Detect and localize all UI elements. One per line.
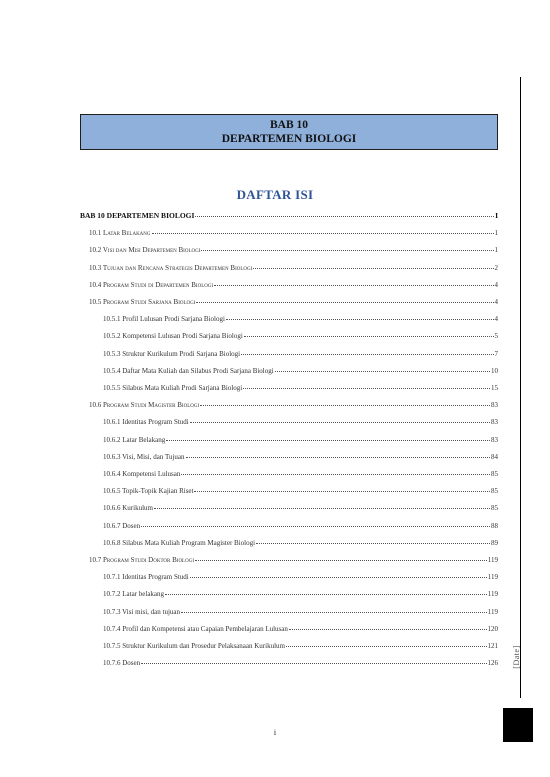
toc-entry-page: 83 — [491, 401, 498, 410]
toc-entry-text: 10.1 Latar Belakang — [89, 229, 151, 238]
toc-entry-text: 10.7.2 Latar belakang — [103, 590, 165, 599]
chapter-number: BAB 10 — [269, 119, 309, 131]
toc-entry[interactable] — [103, 349, 498, 359]
toc-entry[interactable] — [103, 435, 498, 445]
toc-title: DAFTAR ISI — [236, 187, 314, 202]
toc-entry-page: 83 — [491, 418, 498, 427]
toc-entry-page: 4 — [494, 315, 498, 324]
toc-leader-dots — [286, 640, 487, 647]
toc-leader-dots — [195, 210, 494, 217]
toc-entry[interactable] — [103, 607, 498, 617]
toc-leader-dots — [190, 571, 487, 578]
toc-leader-dots — [194, 485, 490, 492]
toc-entry-text: 10.6.2 Latar Belakang — [103, 435, 166, 444]
toc-leader-dots — [289, 623, 487, 630]
toc-entry-page: 89 — [491, 538, 498, 547]
toc-entry[interactable] — [103, 589, 498, 599]
toc-entry-page: 84 — [491, 452, 498, 461]
toc-entry-text: 10.7.5 Struktur Kurikulum dan Prosedur Pelaksanaan Kurikulum — [103, 642, 285, 650]
toc-entry-text: 10.7.1 Identitas Program Studi — [103, 573, 189, 582]
toc-leader-dots — [181, 468, 490, 475]
toc-leader-dots — [241, 348, 493, 355]
toc-entry-text: 10.7.3 Visi misi, dan tujuan — [103, 607, 181, 616]
toc-leader-dots — [200, 399, 490, 406]
toc-entry[interactable] — [103, 538, 498, 548]
toc-leader-dots — [256, 537, 490, 544]
toc-entry-page: 4 — [494, 298, 498, 306]
toc-entry[interactable] — [89, 280, 498, 290]
toc-entry-text: 10.6.5 Topik-Topik Kajian Riset — [103, 487, 194, 496]
toc-entry-text: 10.7 Program Studi Doktor Biologi — [89, 556, 194, 564]
toc-entry-text: 10.5 Program Studi Sarjana Biologi — [89, 298, 196, 306]
toc-entry-page: 83 — [491, 435, 498, 444]
toc-leader-dots — [226, 313, 494, 320]
toc-leader-dots — [152, 227, 494, 234]
toc-leader-dots — [243, 382, 490, 389]
toc-entry-page: 85 — [491, 470, 498, 478]
toc-entry-text: 10.6.1 Identitas Program Studi — [103, 418, 189, 427]
toc-entry-page: 10 — [491, 366, 498, 375]
toc-entry[interactable] — [89, 263, 498, 273]
toc-leader-dots — [141, 520, 490, 527]
toc-entry-text: BAB 10 DEPARTEMEN BIOLOGI — [80, 211, 195, 220]
toc-entry[interactable] — [103, 314, 498, 324]
toc-entry-text: 10.5.4 Daftar Mata Kuliah dan Silabus Prodi Sarjana Biologi — [103, 366, 274, 375]
toc-entry-text: 10.5.1 Profil Lulusan Prodi Sarjana Biologi — [103, 315, 225, 324]
toc-leader-dots — [141, 657, 486, 664]
toc-entry-text: 10.5.2 Kompetensi Lulusan Prodi Sarjana Biologi — [103, 332, 243, 341]
toc-entry-text: 10.5.3 Struktur Kurikulum Prodi Sarjana Biologi — [103, 349, 241, 358]
toc-entry-page: I — [495, 211, 498, 220]
toc-leader-dots — [201, 244, 493, 251]
toc-entry[interactable] — [89, 400, 498, 410]
toc-leader-dots — [275, 365, 490, 372]
toc-entry-page: 1 — [494, 246, 498, 255]
toc-entry-page: 119 — [487, 556, 498, 564]
toc-entry[interactable] — [103, 469, 498, 479]
toc-entry[interactable] — [89, 297, 498, 307]
toc-entry-text: 10.3 Tujuan dan Rencana Strategis Departemen Biologi — [89, 263, 253, 272]
toc-entry-page: 2 — [494, 263, 498, 272]
toc-entry-page: 126 — [487, 659, 498, 668]
toc-entry-page: 5 — [494, 332, 498, 341]
toc-leader-dots — [214, 279, 493, 286]
date-side-label: [Date] — [512, 645, 521, 669]
page-number: i — [273, 728, 277, 737]
toc-leader-dots — [190, 416, 490, 423]
toc-entry-page: 7 — [494, 349, 498, 358]
toc-entry-text: 10.4 Program Studi di Departemen Biologi — [89, 280, 214, 289]
toc-entry[interactable] — [103, 658, 498, 668]
toc-entry-text: 10.6.8 Silabus Mata Kuliah Program Magister Biologi — [103, 538, 256, 547]
toc-entry-text: 10.6.4 Kompetensi Lulusan — [103, 470, 181, 478]
toc-entry-page: 88 — [491, 521, 498, 530]
toc-entry-page: 1 — [494, 229, 498, 238]
toc-entry-text: 10.5.5 Silabus Mata Kuliah Prodi Sarjana Biologi — [103, 384, 243, 392]
toc-leader-dots — [165, 588, 487, 595]
toc-entry-page: 4 — [494, 280, 498, 289]
toc-leader-dots — [196, 296, 493, 303]
toc-entry-page: 119 — [487, 607, 498, 616]
toc-entry-text: 10.6.6 Kurikulum — [103, 504, 153, 513]
toc-leader-dots — [181, 606, 487, 613]
toc-entry[interactable] — [89, 245, 498, 255]
toc-leader-dots — [253, 262, 493, 269]
toc-entry-page: 85 — [491, 487, 498, 496]
chapter-title: DEPARTEMEN BIOLOGI — [221, 133, 357, 145]
toc-entry[interactable] — [103, 366, 498, 376]
toc-entry[interactable] — [103, 641, 498, 651]
toc-entry-page: 120 — [487, 624, 498, 633]
toc-entry-page: 121 — [487, 642, 498, 650]
toc-entry-text: 10.6.7 Dosen — [103, 521, 141, 530]
toc-entry[interactable] — [103, 452, 498, 462]
toc-leader-dots — [186, 451, 490, 458]
toc-entry[interactable] — [103, 417, 498, 427]
toc-entry[interactable] — [89, 228, 498, 238]
toc-entry[interactable] — [103, 383, 498, 393]
toc-entry[interactable] — [103, 331, 498, 341]
toc-leader-dots — [166, 434, 490, 441]
toc-entry[interactable] — [103, 624, 498, 634]
toc-entry-text: 10.6.3 Visi, Misi, dan Tujuan — [103, 452, 185, 461]
toc-entry-text: 10.6 Program Studi Magister Biologi — [89, 401, 200, 410]
toc-entry-page: 85 — [491, 504, 498, 513]
toc-entry-page: 119 — [487, 573, 498, 582]
toc-entry-text: 10.7.6 Dosen — [103, 659, 141, 668]
toc-entry[interactable] — [89, 555, 498, 565]
toc-entry-text: 10.7.4 Profil dan Kompetensi atau Capaian Pembelajaran Lulusan — [103, 624, 288, 633]
toc-entry[interactable] — [103, 486, 498, 496]
toc-entry[interactable] — [103, 521, 498, 531]
toc-entry[interactable] — [103, 503, 498, 513]
toc-entry-page: 119 — [487, 590, 498, 599]
toc-entry[interactable] — [103, 572, 498, 582]
toc-leader-dots — [195, 554, 487, 561]
toc-entry-page: 15 — [491, 384, 498, 392]
toc-entry[interactable] — [80, 211, 498, 221]
toc-entry-text: 10.2 Visi dan Misi Departemen Biologi — [89, 246, 201, 255]
toc-leader-dots — [244, 330, 494, 337]
toc-leader-dots — [154, 502, 490, 509]
